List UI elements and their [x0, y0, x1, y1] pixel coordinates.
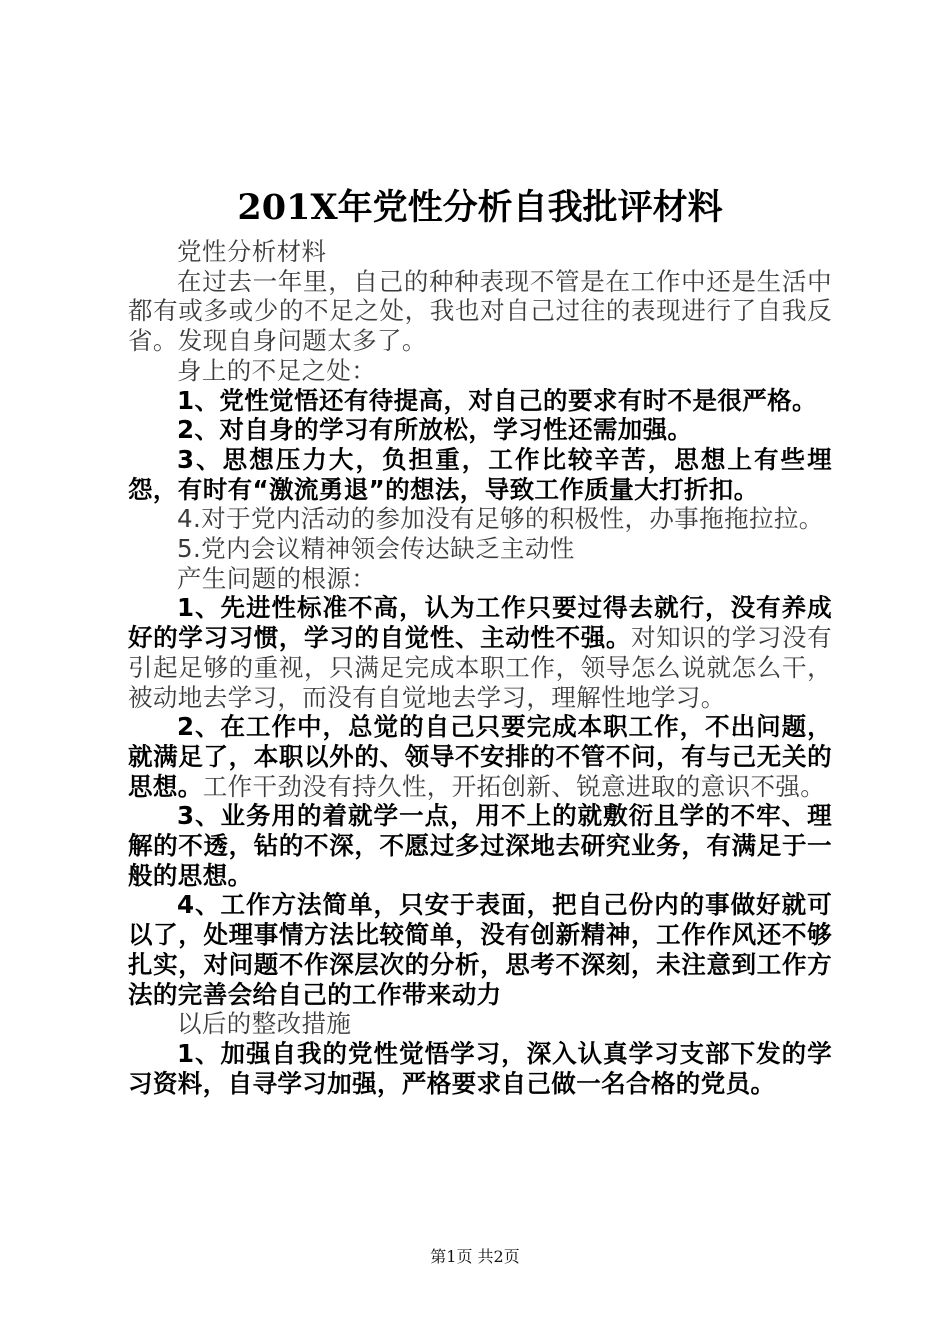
list-item: 1、加强自我的党性觉悟学习，深入认真学习支部下发的学习资料，自寻学习加强，严格要求自己做一名合格的党员。: [128, 1038, 832, 1098]
paragraph-heading: 以后的整改措施: [177, 1009, 352, 1039]
document-body: [128, 183, 832, 1098]
list-item: 1、党性觉悟还有待提高，对自己的要求有时不是很严格。: [177, 385, 817, 415]
paragraph-heading: 产生问题的根源：: [177, 563, 377, 593]
list-item: 4.对于党内活动的参加没有足够的积极性，办事拖拖拉拉。: [177, 504, 824, 534]
list-item: 3、思想压力大，负担重，工作比较辛苦，思想上有些埋怨，有时有“激流勇退”的想法，导致工作质量大打折扣。: [128, 444, 832, 504]
paragraph: 在过去一年里，自己的种种表现不管是在工作中还是生活中都有或多或少的不足之处，我也对自己过往的表现进行了自我反省。发现自身问题太多了。: [128, 266, 832, 356]
list-item-lead: 1、先进性标准不高，认为工作只要过得去就行，没有养成好的学习习惯，学习的自觉性、主动性不强。: [128, 593, 832, 653]
list-item-lead: 2、在工作中，总觉的自己只要完成本职工作，不出问题，就满足了，本职以外的、领导不安排的不管不问，有与己无关的思想。: [128, 712, 832, 801]
list-item: [128, 593, 832, 712]
list-item: [128, 712, 832, 801]
list-item: 3、业务用的着就学一点，用不上的就敷衍且学的不牢、理解的不透，钻的不深，不愿过多过深地去研究业务，有满足于一般的思想。: [128, 801, 832, 890]
list-item: 4、工作方法简单，只安于表面，把自己份内的事做好就可以了，处理事情方法比较简单，没有创新精神，工作作风还不够扎实，对问题不作深层次的分析，思考不深刻，未注意到工作方法的完善会给自己的工作带来动力: [128, 890, 832, 1009]
list-item: 5.党内会议精神领会传达缺乏主动性: [177, 534, 575, 564]
list-item-tail: 对知识的学习没有引起足够的重视，只满足完成本职工作，领导怎么说就怎么干，被动地去学习，而没有自觉地去学习，理解性地学习。: [128, 623, 833, 712]
paragraph-heading: 党性分析材料: [177, 237, 327, 266]
document-title: 201X年党性分析自我批评材料: [237, 187, 723, 228]
page-footer: 第1页 共2页: [430, 1247, 520, 1266]
list-item-tail: 工作干劲没有持久性，开拓创新、锐意进取的意识不强。: [202, 771, 826, 801]
paragraph-heading: 身上的不足之处：: [177, 355, 377, 385]
list-item: 2、对自身的学习有所放松，学习性还需加强。: [177, 415, 693, 445]
